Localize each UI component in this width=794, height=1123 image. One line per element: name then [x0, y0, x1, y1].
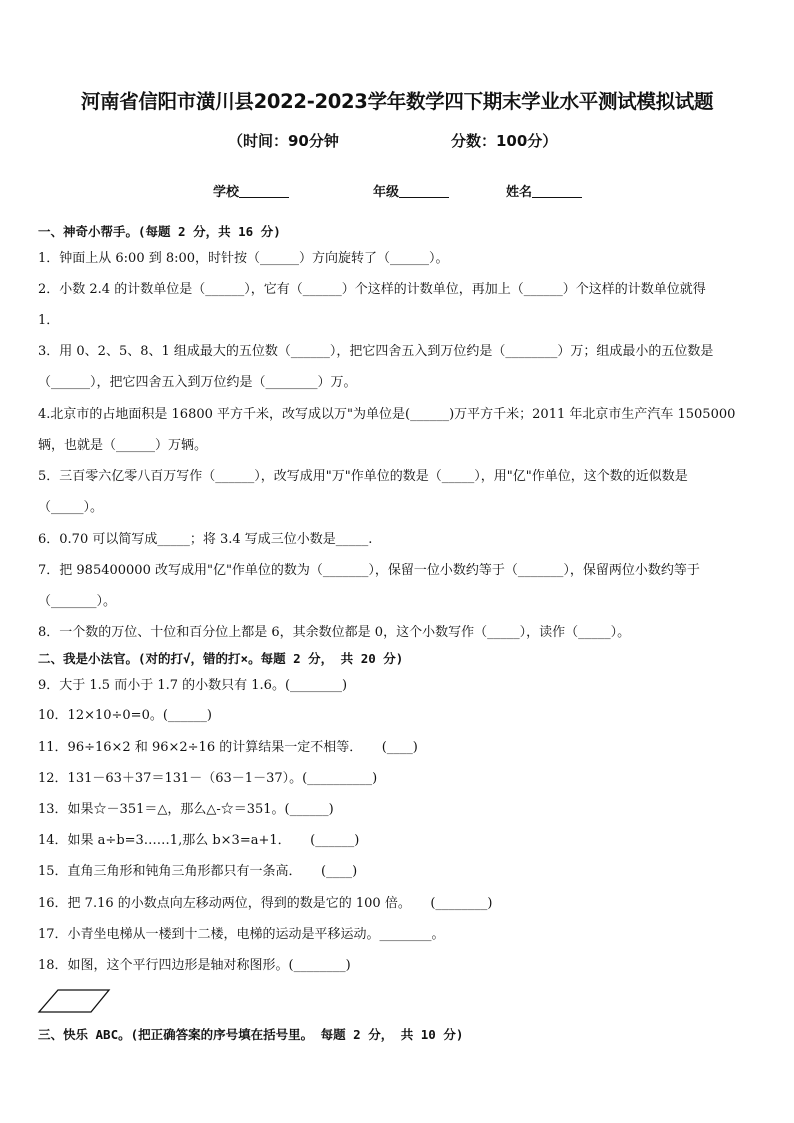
- question-8: 8．一个数的万位、十位和百分位上都是 6，其余数位都是 0，这个小数写作（_____），读作（_____）。: [38, 625, 631, 640]
- grade-label: 年级: [373, 185, 400, 200]
- grade-field: [373, 181, 449, 200]
- question-4-line-1: 4.北京市的占地面积是 16800 平方千米，改写成以万"为单位是(______)万平方千米；2011 年北京市生产汽车 1505000: [38, 407, 736, 422]
- name-label: 姓名: [506, 185, 533, 200]
- parallelogram-figure: [36, 988, 112, 1014]
- exam-time: （时间：90分钟: [228, 132, 339, 150]
- question-18: 18．如图，这个平行四边形是轴对称图形。(________): [38, 958, 351, 973]
- question-5-line-1: 5．三百零六亿零八百万写作（______），改写成用"万"作单位的数是（_____），用"亿"作单位，这个数的近似数是: [38, 469, 688, 484]
- school-label: 学校: [213, 185, 240, 200]
- name-field: [506, 181, 582, 200]
- section-3-heading: 三、快乐 ABC。(把正确答案的序号填在括号里。 每题 2 分， 共 10 分): [38, 1027, 464, 1042]
- question-5-line-2: （_____）。: [38, 500, 104, 515]
- question-14: 14．如果 a÷b=3……1,那么 b×3=a+1． (______): [38, 833, 360, 848]
- name-blank: [532, 184, 582, 198]
- section-2-heading: 二、我是小法官。(对的打√，错的打×。每题 2 分， 共 20 分): [38, 651, 404, 666]
- school-blank: [239, 184, 289, 198]
- question-11: 11．96÷16×2 和 96×2÷16 的计算结果一定不相等． (____): [38, 740, 418, 755]
- section-1-heading: 一、神奇小帮手。(每题 2 分，共 16 分): [38, 224, 281, 239]
- question-15: 15．直角三角形和钝角三角形都只有一条高． (____): [38, 864, 358, 879]
- school-field: [213, 181, 289, 200]
- question-1: 1．钟面上从 6:00 到 8:00，时针按（______）方向旋转了（______）。: [38, 251, 449, 266]
- question-12: 12．131－63＋37＝131－（63－1－37）。(__________): [38, 771, 378, 786]
- question-7-line-1: 7．把 985400000 改写成用"亿"作单位的数为（_______），保留一位小数约等于（_______），保留两位小数约等于: [38, 563, 700, 578]
- question-10: 10．12×10÷0=0。(______): [38, 708, 212, 723]
- question-9: 9．大于 1.5 而小于 1.7 的小数只有 1.6。(________): [38, 678, 348, 693]
- question-2-line-1: 2．小数 2.4 的计数单位是（______），它有（______）个这样的计数单位，再加上（______）个这样的计数单位就得: [38, 282, 706, 297]
- question-16: 16．把 7.16 的小数点向左移动两位，得到的数是它的 100 倍。 (________): [38, 896, 493, 911]
- question-13: 13．如果☆－351＝△，那么△-☆＝351。(______): [38, 802, 334, 817]
- question-3-line-2: （______），把它四舍五入到万位约是（________）万。: [38, 375, 357, 390]
- page-title: 河南省信阳市潢川县2022-2023学年数学四下期末学业水平测试模拟试题: [80, 90, 714, 113]
- question-7-line-2: （_______）。: [38, 594, 117, 609]
- question-6: 6．0.70 可以简写成_____；将 3.4 写成三位小数是_____.: [38, 532, 373, 547]
- question-17: 17．小青坐电梯从一楼到十二楼，电梯的运动是平移运动。________。: [38, 927, 445, 942]
- question-3-line-1: 3．用 0、2、5、8、1 组成最大的五位数（______），把它四舍五入到万位约是（________）万；组成最小的五位数是: [38, 344, 714, 359]
- question-4-line-2: 辆，也就是（______）万辆。: [38, 438, 208, 453]
- exam-score: 分数：100分）: [451, 132, 558, 150]
- grade-blank: [399, 184, 449, 198]
- question-2-line-2: 1．: [38, 313, 60, 328]
